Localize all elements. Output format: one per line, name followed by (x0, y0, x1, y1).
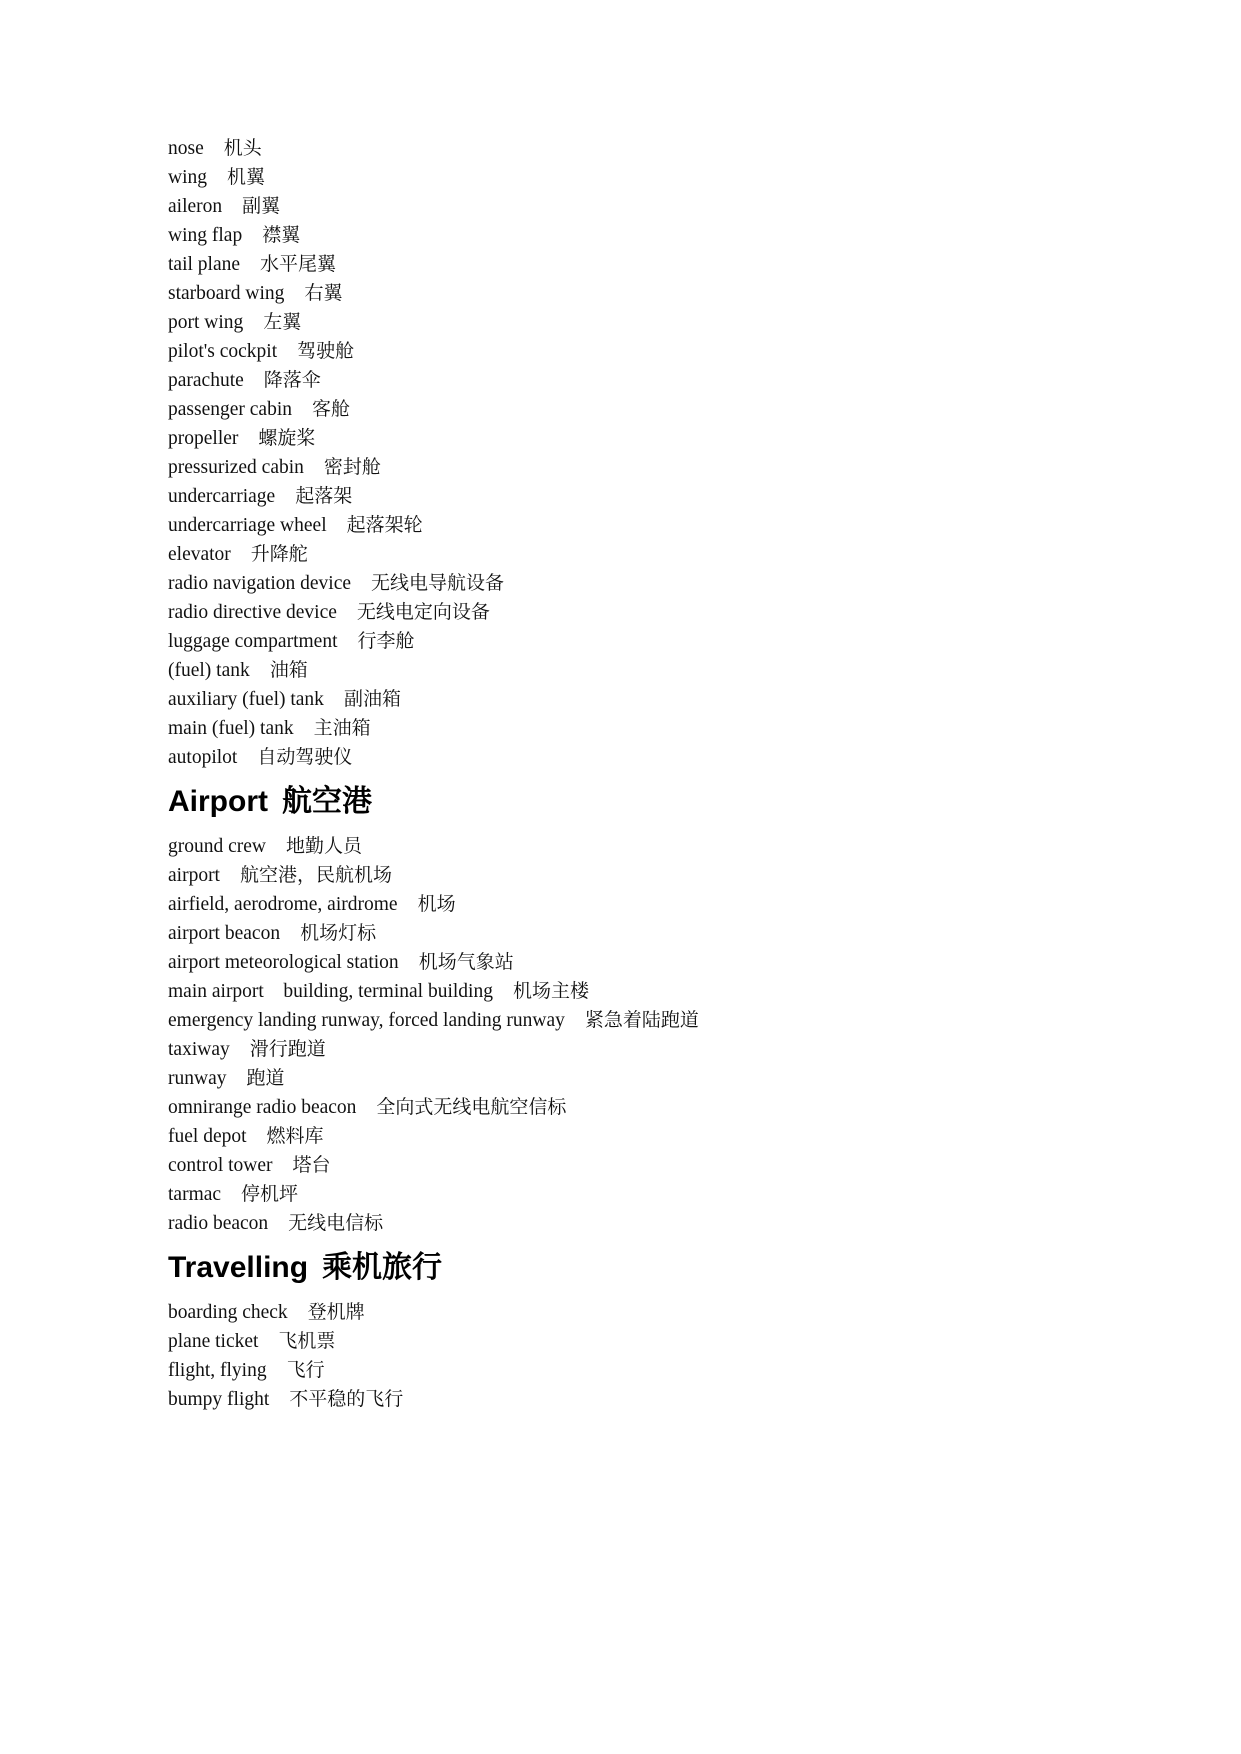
vocab-term-zh: 滑行跑道 (249, 1039, 326, 1060)
vocab-term-zh: 行李舱 (357, 631, 415, 652)
vocab-term-en: airfield, aerodrome, airdrome (168, 894, 398, 915)
vocab-term-en: elevator (168, 544, 231, 565)
vocab-term-zh: 副翼 (242, 196, 281, 217)
vocab-entry (168, 1298, 1168, 1327)
vocab-term-zh: 飞行 (286, 1360, 325, 1381)
vocab-entry (168, 1064, 1168, 1093)
vocab-term-en: propeller (168, 428, 239, 449)
vocab-entry (168, 279, 1168, 308)
vocab-entry (168, 1122, 1168, 1151)
vocab-entry (168, 221, 1168, 250)
vocab-term-en: aileron (168, 196, 223, 217)
vocab-term-zh: 机头 (223, 138, 262, 159)
vocab-term-zh: 机场 (417, 894, 456, 915)
vocab-term-zh: 登机牌 (307, 1302, 365, 1323)
vocab-term-zh: 左翼 (263, 312, 302, 333)
vocab-term-en: boarding check (168, 1302, 288, 1323)
vocab-term-zh: 主油箱 (313, 718, 371, 739)
vocab-entry (168, 395, 1168, 424)
vocab-entry (168, 1006, 1168, 1035)
vocab-term-en: tarmac (168, 1184, 222, 1205)
vocab-term-zh: 机翼 (227, 167, 266, 188)
vocab-term-en: parachute (168, 370, 244, 391)
vocab-term-zh: 机场主楼 (512, 981, 589, 1002)
vocab-entry (168, 1180, 1168, 1209)
vocab-term-zh: 无线电定向设备 (356, 602, 490, 623)
vocab-term-zh: 升降舵 (250, 544, 308, 565)
vocab-term-en: auxiliary (fuel) tank (168, 689, 324, 710)
vocab-entry (168, 948, 1168, 977)
vocab-term-zh: 自动驾驶仪 (257, 747, 353, 768)
vocab-term-en: (fuel) tank (168, 660, 250, 681)
vocab-term-zh: 停机坪 (241, 1184, 299, 1205)
vocab-term-zh: 跑道 (246, 1068, 285, 1089)
vocab-term-en: starboard wing (168, 283, 285, 304)
vocab-entry (168, 192, 1168, 221)
vocab-term-en: main airport building, terminal building (168, 981, 493, 1002)
vocab-term-zh: 起落架 (295, 486, 353, 507)
vocab-term-en: radio beacon (168, 1213, 269, 1234)
vocab-entry (168, 598, 1168, 627)
vocab-term-en: taxiway (168, 1039, 230, 1060)
vocab-entry (168, 337, 1168, 366)
vocab-entry (168, 163, 1168, 192)
vocab-term-zh: 机场灯标 (300, 923, 377, 944)
vocab-term-zh: 不平稳的飞行 (289, 1389, 404, 1410)
vocab-term-zh: 水平尾翼 (260, 254, 337, 275)
section-heading-en: Travelling (168, 1251, 309, 1284)
vocab-entry (168, 890, 1168, 919)
vocab-term-zh: 右翼 (304, 283, 343, 304)
vocab-entry (168, 482, 1168, 511)
vocab-entry (168, 540, 1168, 569)
vocab-term-zh: 飞机票 (278, 1331, 336, 1352)
vocab-term-en: passenger cabin (168, 399, 292, 420)
vocab-term-en: tail plane (168, 254, 241, 275)
vocab-term-zh: 驾驶舱 (297, 341, 355, 362)
vocab-term-zh: 襟翼 (262, 225, 301, 246)
vocab-entry (168, 714, 1168, 743)
vocab-term-zh: 地勤人员 (286, 836, 363, 857)
vocab-term-en: airport meteorological station (168, 952, 399, 973)
vocab-term-zh: 油箱 (269, 660, 308, 681)
vocab-entry (168, 424, 1168, 453)
vocab-term-en: radio navigation device (168, 573, 352, 594)
vocab-term-zh: 燃料库 (266, 1126, 324, 1147)
vocab-term-zh: 降落伞 (263, 370, 321, 391)
vocab-term-zh: 航空港，民航机场 (239, 865, 392, 886)
vocab-term-en: emergency landing runway, forced landing runway (168, 1010, 565, 1031)
vocab-term-en: runway (168, 1068, 227, 1089)
vocab-term-en: pressurized cabin (168, 457, 304, 478)
vocab-term-en: airport beacon (168, 923, 281, 944)
vocab-term-zh: 紧急着陆跑道 (584, 1010, 699, 1031)
vocab-entry (168, 1035, 1168, 1064)
vocab-term-en: luggage compartment (168, 631, 338, 652)
vocab-term-en: airport (168, 865, 220, 886)
vocab-entry (168, 1327, 1168, 1356)
vocab-entry (168, 1093, 1168, 1122)
vocab-entry (168, 366, 1168, 395)
vocab-term-en: undercarriage (168, 486, 276, 507)
vocab-term-en: radio directive device (168, 602, 337, 623)
vocab-entry (168, 743, 1168, 772)
vocabulary-document (168, 134, 1168, 1414)
vocab-entry (168, 134, 1168, 163)
vocab-term-en: plane ticket (168, 1331, 259, 1352)
vocab-term-en: omnirange radio beacon (168, 1097, 357, 1118)
vocab-term-en: ground crew (168, 836, 267, 857)
vocab-term-en: main (fuel) tank (168, 718, 294, 739)
vocab-term-en: undercarriage wheel (168, 515, 327, 536)
vocab-term-en: port wing (168, 312, 244, 333)
vocab-term-en: nose (168, 138, 204, 159)
vocab-term-en: pilot's cockpit (168, 341, 278, 362)
vocab-entry (168, 569, 1168, 598)
section-heading-zh: 乘机旅行 (322, 1251, 443, 1284)
vocab-entry (168, 453, 1168, 482)
vocab-term-en: control tower (168, 1155, 273, 1176)
vocab-term-en: flight, flying (168, 1360, 267, 1381)
vocab-term-zh: 密封舱 (323, 457, 381, 478)
vocab-entry (168, 1151, 1168, 1180)
vocab-term-zh: 起落架轮 (346, 515, 423, 536)
vocab-entry (168, 919, 1168, 948)
vocab-entry (168, 832, 1168, 861)
vocab-entry (168, 1209, 1168, 1238)
section-heading (168, 1238, 1168, 1298)
vocab-term-zh: 客舱 (312, 399, 351, 420)
vocab-term-en: bumpy flight (168, 1389, 270, 1410)
section-heading (168, 772, 1168, 832)
vocab-term-zh: 螺旋桨 (258, 428, 316, 449)
vocab-term-en: wing (168, 167, 207, 188)
vocab-term-zh: 机场气象站 (418, 952, 514, 973)
vocab-entry (168, 308, 1168, 337)
vocab-term-en: wing flap (168, 225, 243, 246)
vocab-entry (168, 977, 1168, 1006)
vocab-term-en: fuel depot (168, 1126, 247, 1147)
vocab-entry (168, 1356, 1168, 1385)
vocab-entry (168, 511, 1168, 540)
section-heading-zh: 航空港 (282, 785, 372, 818)
vocab-term-zh: 副油箱 (343, 689, 401, 710)
vocab-term-zh: 塔台 (292, 1155, 331, 1176)
vocab-term-zh: 无线电导航设备 (371, 573, 505, 594)
vocab-term-zh: 全向式无线电航空信标 (376, 1097, 567, 1118)
vocab-entry (168, 685, 1168, 714)
vocab-entry (168, 861, 1168, 890)
vocab-term-en: autopilot (168, 747, 238, 768)
vocab-entry (168, 250, 1168, 279)
vocab-entry (168, 1385, 1168, 1414)
vocab-entry (168, 627, 1168, 656)
vocab-entry (168, 656, 1168, 685)
vocab-term-zh: 无线电信标 (288, 1213, 384, 1234)
section-heading-en: Airport (168, 785, 268, 818)
